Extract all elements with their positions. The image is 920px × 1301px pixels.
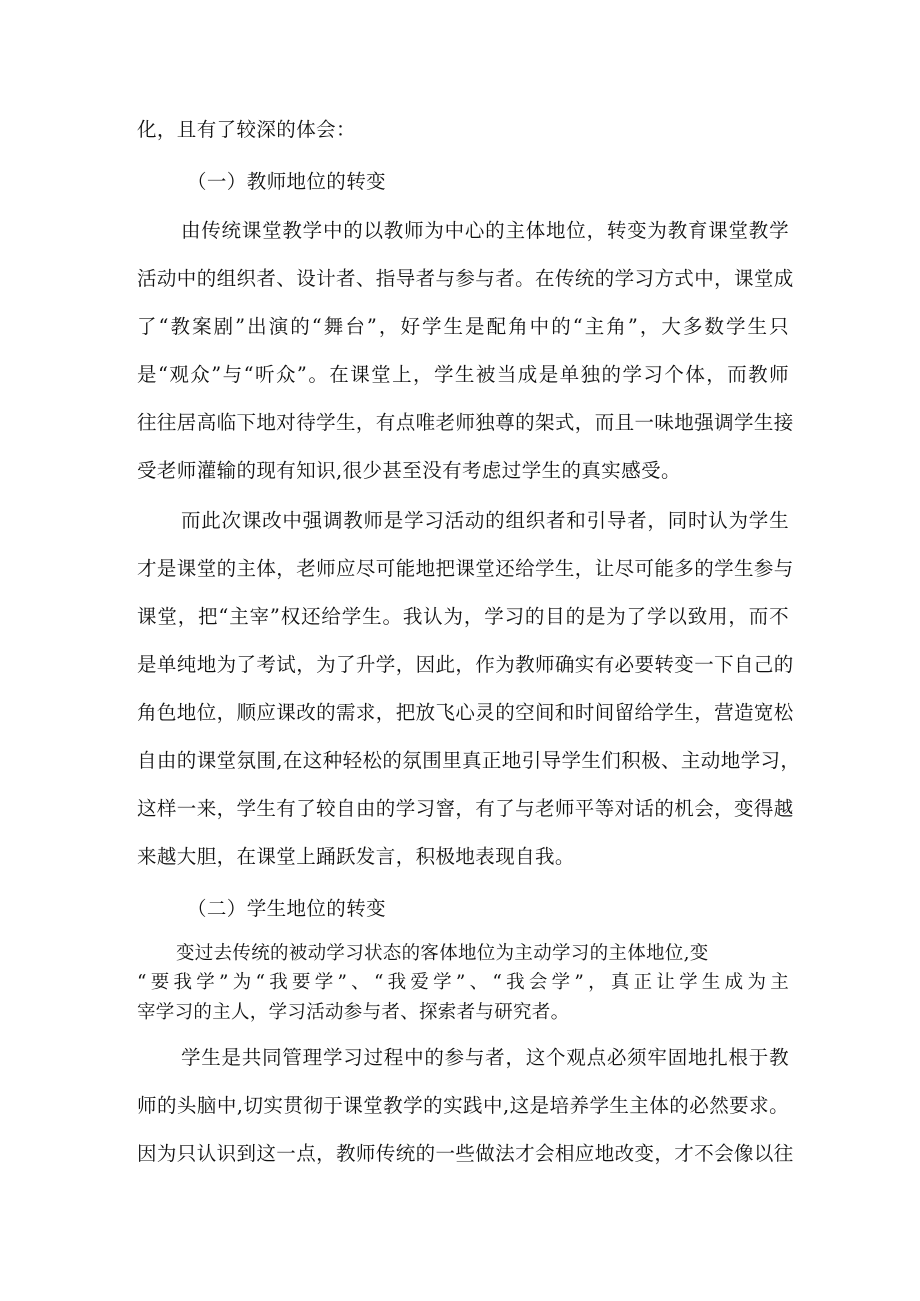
- text-line: 宰学习的主人，学习活动参与者、探索者与研究者。: [137, 1002, 570, 1023]
- text-line: 才是课堂的主体，老师应尽可能地把课堂还给学生，让尽可能多的学生参与: [137, 557, 794, 580]
- text-line: 是单纯地为了考试，为了升学，因此，作为教师确实有必要转变一下自己的: [137, 653, 794, 676]
- text-line: 化，且有了较深的体会：: [137, 118, 356, 141]
- text-line: 自由的课堂氛围,在这种轻松的氛围里真正地引导学生们积极、主动地学习，: [137, 749, 801, 772]
- text-line: 来越大胆，在课堂上踊跃发言，积极地表现自我。: [137, 845, 575, 868]
- text-line: 由传统课堂教学中的以教师为中心的主体地位，转变为教育课堂教学: [181, 219, 789, 242]
- text-line: 因为只认识到这一点，教师传统的一些做法才会相应地改变，才不会像以往: [137, 1142, 794, 1165]
- text-line: 变过去传统的被动学习状态的客体地位为主动学习的主体地位,变: [176, 943, 709, 964]
- text-line: 活动中的组织者、设计者、指导者与参与者。在传统的学习方式中，课堂成: [137, 267, 794, 290]
- text-line: 了“教案剧”出演的“舞台”，好学生是配角中的“主角”，大多数学生只: [137, 315, 789, 338]
- text-line: 受老师灌输的现有知识,很少甚至没有考虑过学生的真实感受。: [137, 459, 681, 482]
- section-heading: （二）学生地位的转变: [187, 897, 387, 920]
- text-line: 师的头脑中,切实贯彻于课堂教学的实践中,这是培养学生主体的必然要求。: [137, 1094, 789, 1117]
- text-line: “要我学”为“我要学”、“我爱学”、“我会学”，真正让学生成为主: [137, 972, 789, 993]
- text-line: 角色地位，顺应课改的需求，把放飞心灵的空间和时间留给学生，营造宽松: [137, 701, 794, 724]
- text-line: 而此次课改中强调教师是学习活动的组织者和引导者，同时认为学生: [181, 509, 789, 532]
- text-line: 学生是共同管理学习过程中的参与者，这个观点必须牢固地扎根于教: [181, 1046, 789, 1069]
- text-line: 这样一来，学生有了较自由的学习窨，有了与老师平等对话的机会，变得越: [137, 797, 794, 820]
- text-line: 是“观众”与“听众”。在课堂上，学生被当成是单独的学习个体，而教师: [137, 363, 789, 386]
- text-line: 课堂，把“主宰”权还给学生。我认为，学习的目的是为了学以致用，而不: [137, 605, 789, 628]
- section-heading: （一）教师地位的转变: [187, 170, 387, 193]
- text-line: 往往居高临下地对待学生，有点唯老师独尊的架式，而且一味地强调学生接: [137, 411, 794, 434]
